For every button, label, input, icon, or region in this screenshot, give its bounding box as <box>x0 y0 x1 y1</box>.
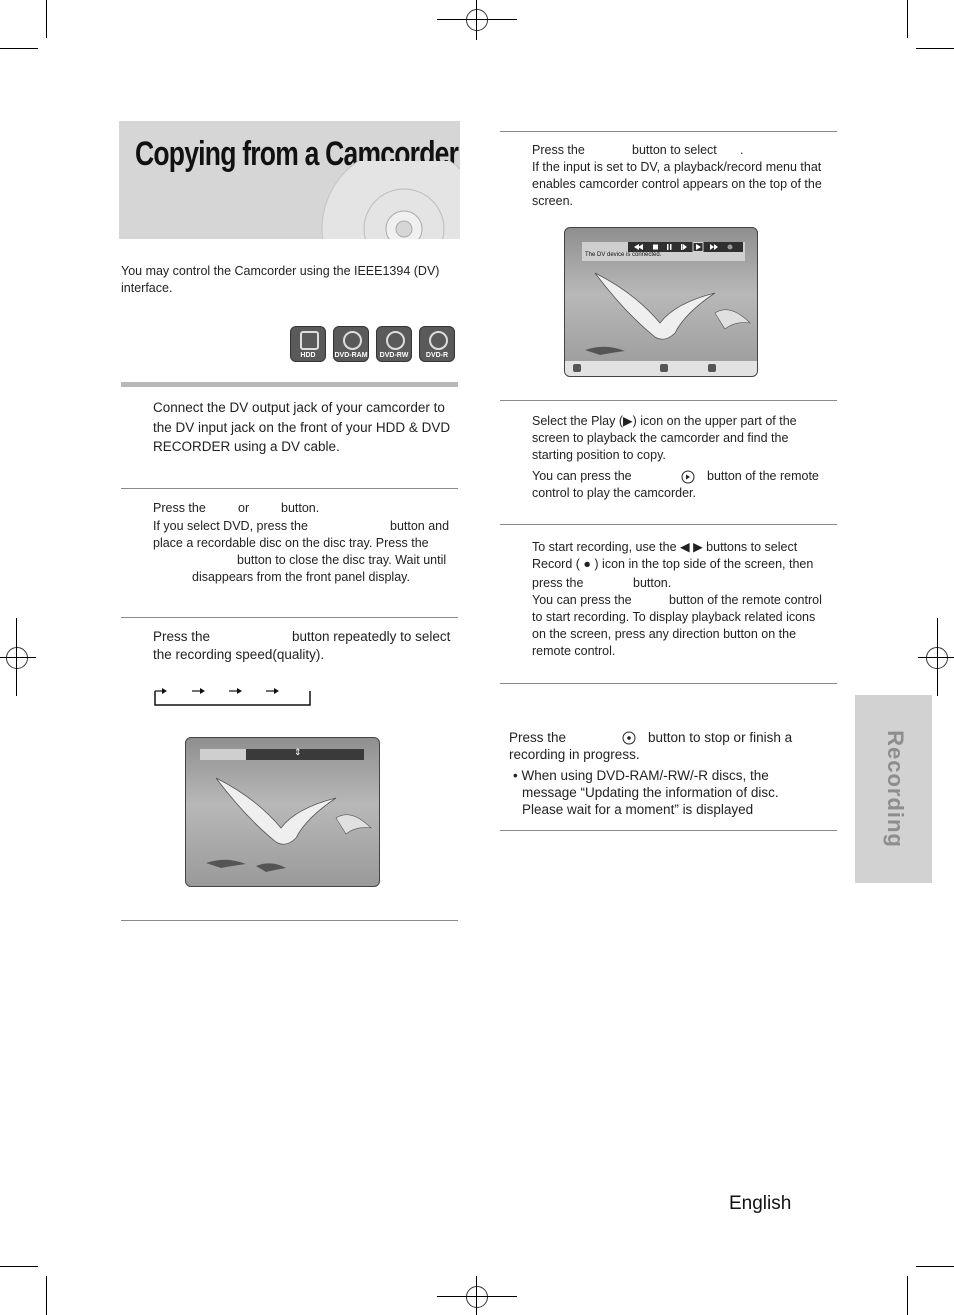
section-divider <box>500 400 837 401</box>
registration-mark <box>466 9 488 31</box>
page-title: Copying from a Camcorder <box>135 135 459 173</box>
step6-line1: To start recording, use the ◀ ▶ buttons to select <box>532 540 798 554</box>
dv-status-message: The DV device is connected. <box>585 252 662 258</box>
step5-line4b: button of the remote <box>707 469 819 483</box>
step6-line4b: button of the remote control <box>669 593 822 607</box>
step2-line1b: or <box>238 501 250 515</box>
play-button-icon <box>681 470 695 484</box>
step6-line3a: press the <box>532 576 584 590</box>
step5-line5: control to play the camcorder. <box>532 486 696 500</box>
section-divider <box>121 920 458 921</box>
step3-line1a: Press the <box>153 629 211 644</box>
section-divider <box>500 830 837 831</box>
dv-control-screen <box>564 227 758 377</box>
step7-bullet-line2: message “Updating the information of disc. <box>522 785 779 800</box>
seagull-image <box>565 228 757 376</box>
registration-mark <box>918 657 954 658</box>
step4-line4: screen. <box>532 194 573 208</box>
registration-mark <box>6 647 28 669</box>
step5-line1: Select the Play (▶) icon on the upper part of the <box>532 414 797 428</box>
crop-mark <box>46 1276 47 1315</box>
updown-arrow-icon: ⇕ <box>294 747 302 757</box>
disc-graphic-icon <box>319 161 460 239</box>
step7-bullet-line3: Please wait for a moment” is displayed <box>522 802 754 817</box>
step2-line4: button to close the disc tray. Wait until <box>237 553 447 567</box>
registration-mark <box>437 19 517 20</box>
step6-line3b: button. <box>633 576 672 590</box>
crop-mark <box>916 48 954 49</box>
section-divider <box>121 488 458 489</box>
step4-line3: enables camcorder control appears on the top of the <box>532 177 822 191</box>
intro-text: You may control the Camcorder using the IEEE1394 (DV) interface. <box>121 264 440 295</box>
speed-cycle-diagram <box>152 683 314 709</box>
section-divider <box>500 524 837 525</box>
recording-side-tab <box>855 695 932 883</box>
registration-mark <box>466 1286 488 1308</box>
dvd-r-icon: DVD-R <box>419 326 455 362</box>
step5-line2: screen to playback the camcorder and find the <box>532 431 789 445</box>
footer-language: English <box>729 1193 792 1214</box>
step3-line1b: button repeatedly to select <box>292 629 451 644</box>
step5-line3: starting position to copy. <box>532 448 666 462</box>
crop-mark <box>916 1266 954 1267</box>
record-mode-screen <box>185 737 380 887</box>
step4-line1b: button to select <box>632 143 717 157</box>
step7-line2: recording in progress. <box>509 747 640 762</box>
crop-mark <box>0 1266 38 1267</box>
step2-line3: place a recordable disc on the disc tray. Press the <box>153 536 429 550</box>
step6-line2: Record ( ● ) icon in the top side of the screen, then <box>532 557 814 571</box>
step7-line1b: button to stop or finish a <box>648 730 793 745</box>
section-divider <box>121 382 458 387</box>
step7-bullet-line1: • When using DVD-RAM/-RW/-R discs, the <box>513 768 769 783</box>
dvd-ram-icon: DVD-RAM <box>333 326 369 362</box>
registration-mark <box>476 0 477 40</box>
title-banner <box>119 121 460 239</box>
step5-line4a: You can press the <box>532 469 632 483</box>
step2-line1c: button. <box>281 501 320 515</box>
registration-mark <box>0 657 36 658</box>
section-divider <box>121 617 458 618</box>
dvd-rw-icon: DVD-RW <box>376 326 412 362</box>
seagull-image <box>186 738 379 886</box>
step3-line2: the recording speed(quality). <box>153 647 325 662</box>
side-tab-label: Recording <box>883 730 908 848</box>
step6-line4a: You can press the <box>532 593 632 607</box>
registration-mark <box>16 618 17 696</box>
crop-mark <box>0 48 38 49</box>
section-divider <box>500 131 837 132</box>
registration-mark <box>937 618 938 696</box>
step4-line1c: . <box>740 143 744 157</box>
step6-line6: on the screen, press any direction button on the <box>532 627 797 641</box>
step4-line2: If the input is set to DV, a playback/record menu that <box>532 160 822 174</box>
hdd-icon: HDD <box>290 326 326 362</box>
step2-line2b: button and <box>390 519 450 533</box>
screen-bottom-bar <box>565 361 757 376</box>
step7-line1a: Press the <box>509 730 567 745</box>
step2-line1a: Press the <box>153 501 206 515</box>
stop-button-icon <box>622 731 636 745</box>
crop-mark <box>907 1276 908 1315</box>
step2-line5: disappears from the front panel display. <box>192 570 410 584</box>
step2-line2a: If you select DVD, press the <box>153 519 308 533</box>
registration-mark <box>437 1296 517 1297</box>
crop-mark <box>46 0 47 38</box>
step6-line5: to start recording. To display playback related icons <box>532 610 816 624</box>
section-divider <box>500 683 837 684</box>
step6-line7: remote control. <box>532 644 616 658</box>
step1-text: Connect the DV output jack of your camcorder to the DV input jack on the front of your HDD & DVD RECORDER using a DV cable. <box>153 400 451 454</box>
crop-mark <box>907 0 908 38</box>
step4-line1a: Press the <box>532 143 585 157</box>
registration-mark <box>476 1276 477 1315</box>
